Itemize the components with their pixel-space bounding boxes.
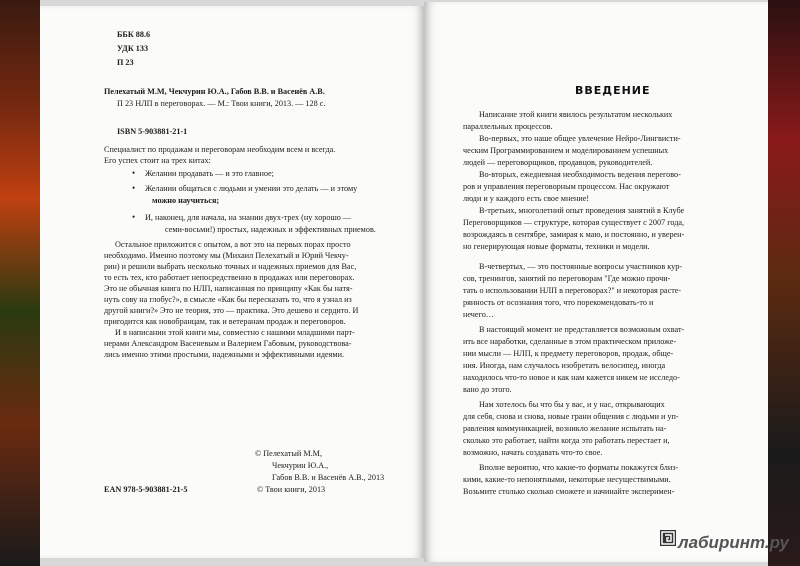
intro-line: рянность от осознания того, что порекомендовать-то и bbox=[463, 298, 654, 307]
body-line: лись именно этими простыми, надежными и эффективными идеями. bbox=[104, 350, 345, 359]
copyright-line: © Пелехатый М.М, bbox=[255, 449, 322, 458]
body-line: И в написании этой книги мы, совместно с нашими младшими парт- bbox=[115, 328, 355, 337]
body-line: рин) и решили выбрать несколько точных и надежных приемов для Вас, bbox=[104, 262, 357, 271]
intro-line: кими, какие-то непонятными, некоторые несуществимыми. bbox=[463, 475, 671, 484]
intro-line: нии мысли — НЛП, к предмету переговоров, продаж, обще- bbox=[463, 349, 674, 358]
intro-line: ческим Программированием и моделированием успешных bbox=[463, 146, 669, 155]
bbk-code: ББК 88.6 bbox=[117, 30, 151, 39]
labirint-logo-icon bbox=[660, 530, 676, 546]
copyright-line: © Твои книги, 2013 bbox=[257, 485, 326, 494]
body-line: нуть сову на глобус?», в смысле «Как бы пересказать то, что я узнал из bbox=[104, 295, 352, 304]
intro-line: сов, тренингов, занятий по переговорам "Где можно прочи- bbox=[463, 274, 671, 283]
watermark-text: лабиринт.ру bbox=[678, 533, 789, 552]
title-line: П 23 НЛП в переговорах. — М.: Твои книги, 2013. — 128 с. bbox=[117, 99, 326, 108]
isbn: ISBN 5-903881-21-1 bbox=[117, 127, 188, 136]
intro-line: людей — переговорщиков, продавцов, руководителей. bbox=[463, 158, 653, 167]
ean-code: EAN 978-5-903881-21-5 bbox=[104, 485, 188, 494]
intro-line: Переговорщиков — структуре, которая существует с 2007 года, bbox=[463, 218, 685, 227]
intro-line: В-четвертых, — это постоянные вопросы участников кур- bbox=[479, 262, 683, 271]
intro-line: равления коммуникацией, возникло желание испытать на- bbox=[463, 424, 667, 433]
body-line: необходимо. Именно поэтому мы (Михаил Пелехатый и Юрий Чекчу- bbox=[104, 251, 349, 260]
body-line: то есть тех, кто работает непосредственно в продажах или переговорах. bbox=[104, 273, 355, 282]
intro-line: нечего… bbox=[463, 310, 494, 319]
intro-line: Во-первых, это наше общее увлечение Нейро-Лингвисти- bbox=[479, 134, 681, 143]
intro-line: В настоящий момент не представляется возможным охват- bbox=[479, 325, 685, 334]
intro-line: Во-вторых, ежедневная необходимость ведения перегово- bbox=[479, 170, 681, 179]
intro-line: Написание этой книги явилось результатом нескольких bbox=[479, 110, 673, 119]
body-line: Это не обычная книга по НЛП, написанная по принципу «Как бы натя- bbox=[104, 284, 353, 293]
intro-line: возможно, начать создавать что-то свое. bbox=[463, 448, 603, 457]
intro-line: Нам хотелось бы что бы у вас, и у нас, открывающих bbox=[479, 400, 665, 409]
authors-line: Пелехатый М.М, Чекчурин Ю.А., Габов В.В. и Васенёв А.В. bbox=[104, 87, 325, 96]
body-line: нерами Александром Васеневым и Валерием Габовым, руководствова- bbox=[104, 339, 352, 348]
udk-code: УДК 133 bbox=[117, 44, 149, 53]
body-line: пригодится как новобранцам, так и ветеранам продаж и переговоров. bbox=[104, 317, 346, 326]
intro-line: параллельных процессов. bbox=[463, 122, 553, 131]
book-cover-edge-left bbox=[0, 0, 40, 566]
intro-line: В-третьих, многолетний опыт проведения занятий в Клубе bbox=[479, 206, 685, 215]
intro-line: но генерирующая новые форматы, техники и модели. bbox=[463, 242, 650, 251]
intro-line: люди и у каждого есть свое мнение! bbox=[463, 194, 590, 203]
intro-line: вано до этого. bbox=[463, 385, 512, 394]
bullet-icon: • bbox=[132, 183, 136, 193]
bullet-item: И, наконец, для начала, на знании двух-трех (ну хорошо — bbox=[145, 213, 352, 222]
intro-line: находилось что-то новое и как нам кажется никем не исследо- bbox=[463, 373, 680, 382]
bullet-item-continuation: можно научиться; bbox=[152, 196, 220, 205]
bullet-item: Желании общаться с людьми и умении это делать — и этому bbox=[145, 184, 358, 193]
intro-line: Вполне вероятно, что какие-то форматы покажутся близ- bbox=[479, 463, 679, 472]
bullet-item-continuation: семи-восьми!) простых, надежных и эффективных приемов. bbox=[165, 225, 376, 234]
intro-line: тать о использовании НЛП в переговорах?" и некоторая расте- bbox=[463, 286, 682, 295]
intro-line: возрождаясь в сентябре, замирая к маю, и постоянно, и уверен- bbox=[463, 230, 685, 239]
intro-line: сколько это работает, найти когда это работать перестает и, bbox=[463, 436, 670, 445]
bullet-item: Желании продавать — и это главное; bbox=[145, 169, 274, 178]
copyright-line: Чекчурин Ю.А., bbox=[272, 461, 329, 470]
copyright-line: Габов В.В. и Васенёв А.В., 2013 bbox=[272, 473, 385, 482]
annotation-line: Специалист по продажам и переговорам необходим всем и всегда. bbox=[104, 145, 336, 154]
annotation-line: Его успех стоит на трех китах: bbox=[104, 156, 211, 165]
intro-line: ния. Иногда, нам случалось изобретать велосипед, иногда bbox=[463, 361, 666, 370]
bullet-icon: • bbox=[132, 212, 136, 222]
intro-line: для себя, снова и снова, новые грани общения с людьми и уп- bbox=[463, 412, 679, 421]
body-line: другой книги?» Это не теория, это — практика. Это дешево и сердито. И bbox=[104, 306, 359, 315]
p23-code: П 23 bbox=[117, 58, 134, 67]
body-line: Остальное приложится с опытом, а вот это на первых порах просто bbox=[115, 240, 351, 249]
intro-line: ров и управления переговорным процессом. Нас окружают bbox=[463, 182, 670, 191]
intro-line: Возьмите столько сколько сможете и начинайте эксперимен- bbox=[463, 487, 675, 496]
chapter-heading: ВВЕДЕНИЕ bbox=[575, 84, 651, 97]
intro-line: ить все наработки, сделанные в этом практическом приложе- bbox=[463, 337, 677, 346]
bullet-icon: • bbox=[132, 168, 136, 178]
book-cover-edge-right bbox=[768, 0, 800, 566]
watermark bbox=[660, 530, 789, 553]
